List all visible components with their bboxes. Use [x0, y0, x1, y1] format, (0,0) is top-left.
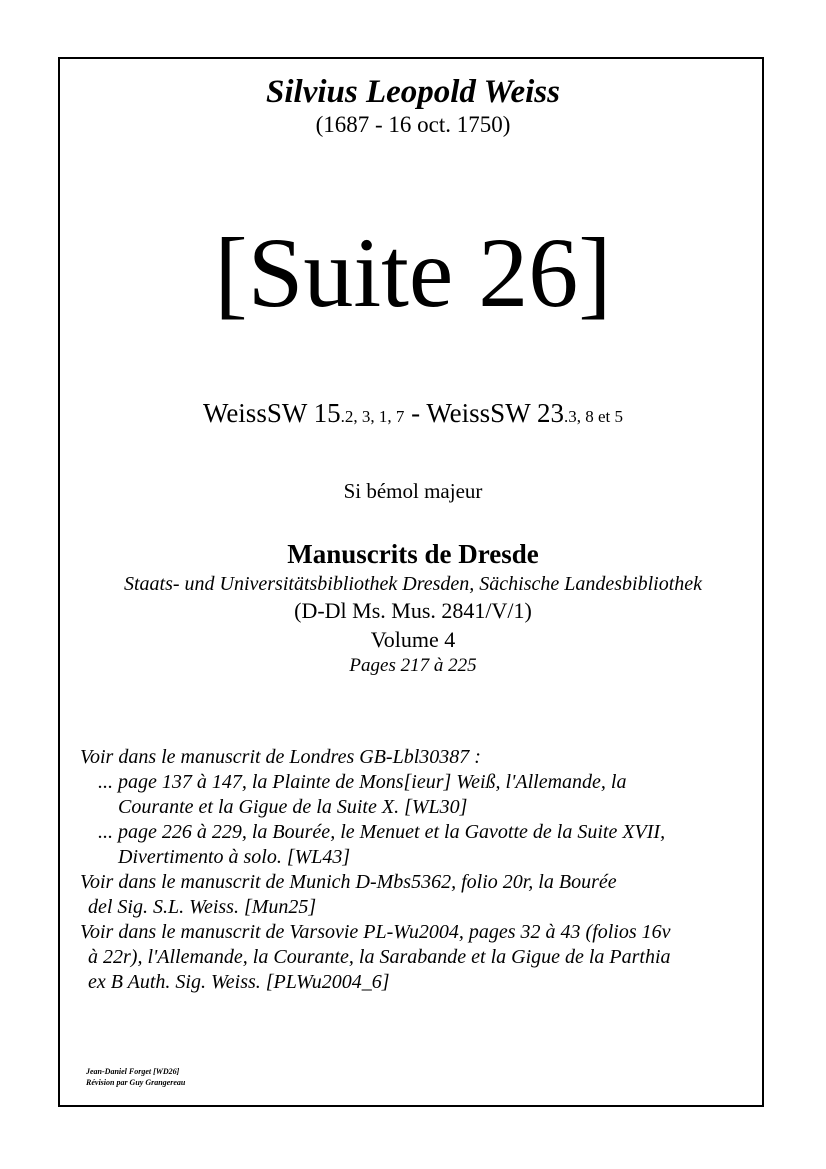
reference-line: ex B Auth. Sig. Weiss. [PLWu2004_6]	[88, 971, 390, 993]
manuscript-title: Manuscrits de Dresde	[287, 539, 539, 569]
reference-line: ... page 137 à 147, la Plainte de Mons[ieur] Weiß, l'Allemande, la	[98, 771, 627, 793]
reference-line: Courante et la Gigue de la Suite X. [WL30]	[118, 796, 468, 818]
catalog-part1-sub: .2, 3, 1, 7	[340, 407, 405, 426]
volume: Volume 4	[370, 627, 456, 652]
catalog-part2-main: WeissSW 23	[426, 398, 564, 428]
credit-revision: Révision par Guy Grangereau	[86, 1078, 186, 1087]
catalog-part1-main: WeissSW 15	[203, 398, 341, 428]
reference-line: del Sig. S.L. Weiss. [Mun25]	[88, 896, 317, 918]
library-name: Staats- und Universitätsbibliothek Dresden, Sächische Landesbibliothek	[123, 573, 703, 595]
composer-name: Silvius Leopold Weiss	[266, 74, 560, 110]
reference-line: à 22r), l'Allemande, la Courante, la Sarabande et la Gigue de la Parthia	[88, 946, 671, 968]
composer-dates: (1687 - 16 oct. 1750)	[315, 112, 511, 137]
catalog-part2-sub: .3, 8 et 5	[563, 407, 623, 426]
catalog-separator: -	[404, 398, 427, 428]
reference-line: Voir dans le manuscrit de Varsovie PL-Wu2004, pages 32 à 43 (folios 16v	[80, 921, 671, 943]
key-signature: Si bémol majeur	[343, 479, 483, 503]
reference-line: Voir dans le manuscrit de Munich D-Mbs5362, folio 20r, la Bourée	[80, 871, 617, 893]
catalog-numbers	[0, 398, 826, 429]
reference-line: Voir dans le manuscrit de Londres GB-Lbl30387 :	[80, 746, 481, 768]
credit-author: Jean-Daniel Forget [WD26]	[86, 1067, 180, 1076]
references-block	[80, 745, 760, 995]
shelfmark: (D-Dl Ms. Mus. 2841/V/1)	[294, 598, 532, 623]
suite-title: [Suite 26]	[214, 217, 612, 328]
reference-line: Divertimento à solo. [WL43]	[118, 846, 351, 868]
credits	[86, 1066, 185, 1088]
pages-range: Pages 217 à 225	[349, 655, 477, 676]
reference-line: ... page 226 à 229, la Bourée, le Menuet et la Gavotte de la Suite XVII,	[98, 821, 666, 843]
